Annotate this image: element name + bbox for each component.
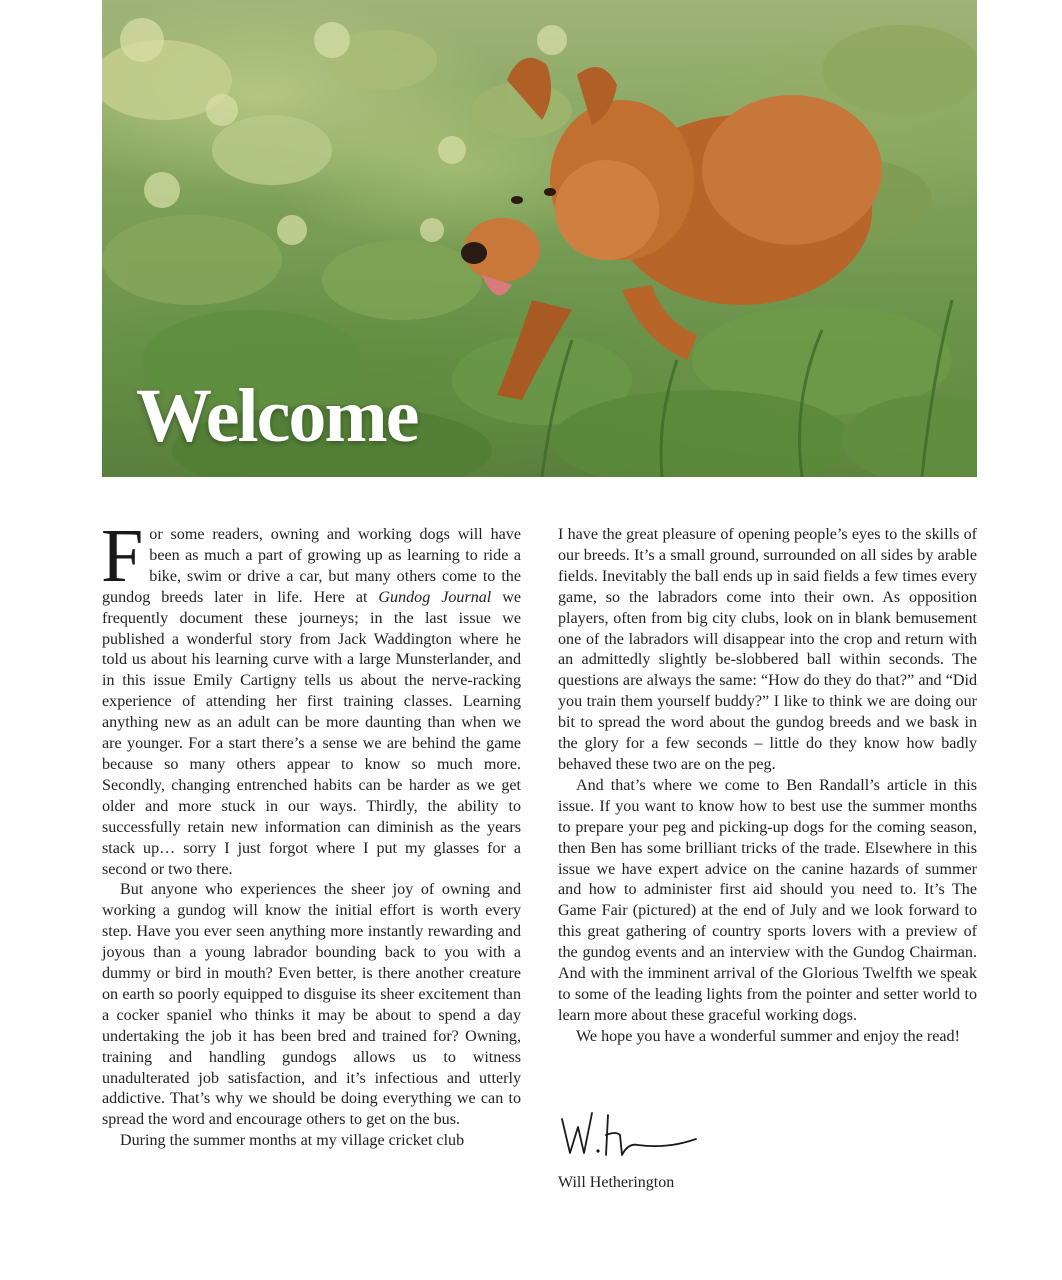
paragraph: And that’s where we come to Ben Randall’s article in this issue. If you want to know how to best use the summer months to prepare your peg and picking-up dogs for the coming season, then Ben has some brilliant tricks of the trade. Elsewhere in this issue we have expert advice on the canine hazards of summer and how to administer first aid should you need to. It’s The Game Fair (pictured) at the end of July and we look forward to this great gathering of country sports lovers with a preview of the gundog events and an interview with the Gundog Chairman. And with the imminent arrival of the Glorious Twelfth we speak to some of the leading lights from the pointer and setter world to learn more about these graceful working dogs.: [558, 776, 977, 1024]
paragraph: [101, 514, 521, 880]
author-name: Will Hetherington: [558, 1174, 675, 1191]
page-title: Welcome: [136, 374, 418, 458]
paragraph-text: we frequently document these journeys; in the last issue we published a wonderful story from Jack Waddington where he told us about his learning curve with a large Munsterlander, and in this issue Emily Cartigny tells us about the nerve-racking experience of attending her first training classes. Learning anything new as an adult can be more daunting than when we are younger. For a start there’s a sense we are behind the game because so many others appear to know so much more. Secondly, changing entrenched habits can be harder as we get older and more stuck in our ways. Thirdly, the ability to successfully retain new information can diminish as the years stack up… sorry I just forgot where I put my glasses for a second or two there.: [102, 588, 521, 878]
drop-cap: F: [101, 514, 144, 598]
article-column-right: [558, 525, 977, 1048]
paragraph: I have the great pleasure of opening people’s eyes to the skills of our breeds. It’s a small ground, surrounded on all sides by arable fields. Inevitably the ball ends up in said fields a few times every game, so the labradors come into their own. As opposition players, often from big city clubs, look on in blank bemusement one of the labradors will disappear into the crop and return with an admittedly slightly be-slobbered ball within seconds. The questions are always the same: “How do they do that?” and “Did you train them yourself buddy?” I like to think we are doing our bit to spread the word about the gundog breeds and we bask in the glory for a few seconds – little do they know how badly behaved these two are on the peg.: [558, 526, 977, 773]
paragraph: But anyone who experiences the sheer joy of owning and working a gundog will know the initial effort is worth every step. Have you ever seen anything more instantly rewarding and joyous than a young labrador bounding back to you with a dummy or bird in mouth? Even better, is there another creature on earth so poorly equipped to disguise its sheer excitement than a cocker spaniel who thinks it may be about to spend a day undertaking the job it has been bred and trained for? Owning, training and handling gundogs allows us to witness unadulterated job satisfaction, and it’s infectious and utterly addictive. That’s why we should be doing everything we can to spread the word and encourage others to get on the bus.: [102, 881, 521, 1129]
paragraph: We hope you have a wonderful summer and enjoy the read!: [576, 1027, 960, 1045]
handwritten-signature: [558, 1105, 718, 1165]
paragraph-text: or some readers, owning and working dogs will have been as much a part of growing up as learning to ride a bike, swim or drive a car, but many others come to the gundog breeds later in life. Here at: [102, 526, 521, 606]
hero-photo: [102, 0, 977, 477]
paragraph: During the summer months at my village cricket club: [120, 1132, 465, 1150]
article-column-left: [101, 514, 521, 1152]
publication-name: Gundog Journal: [378, 588, 492, 606]
